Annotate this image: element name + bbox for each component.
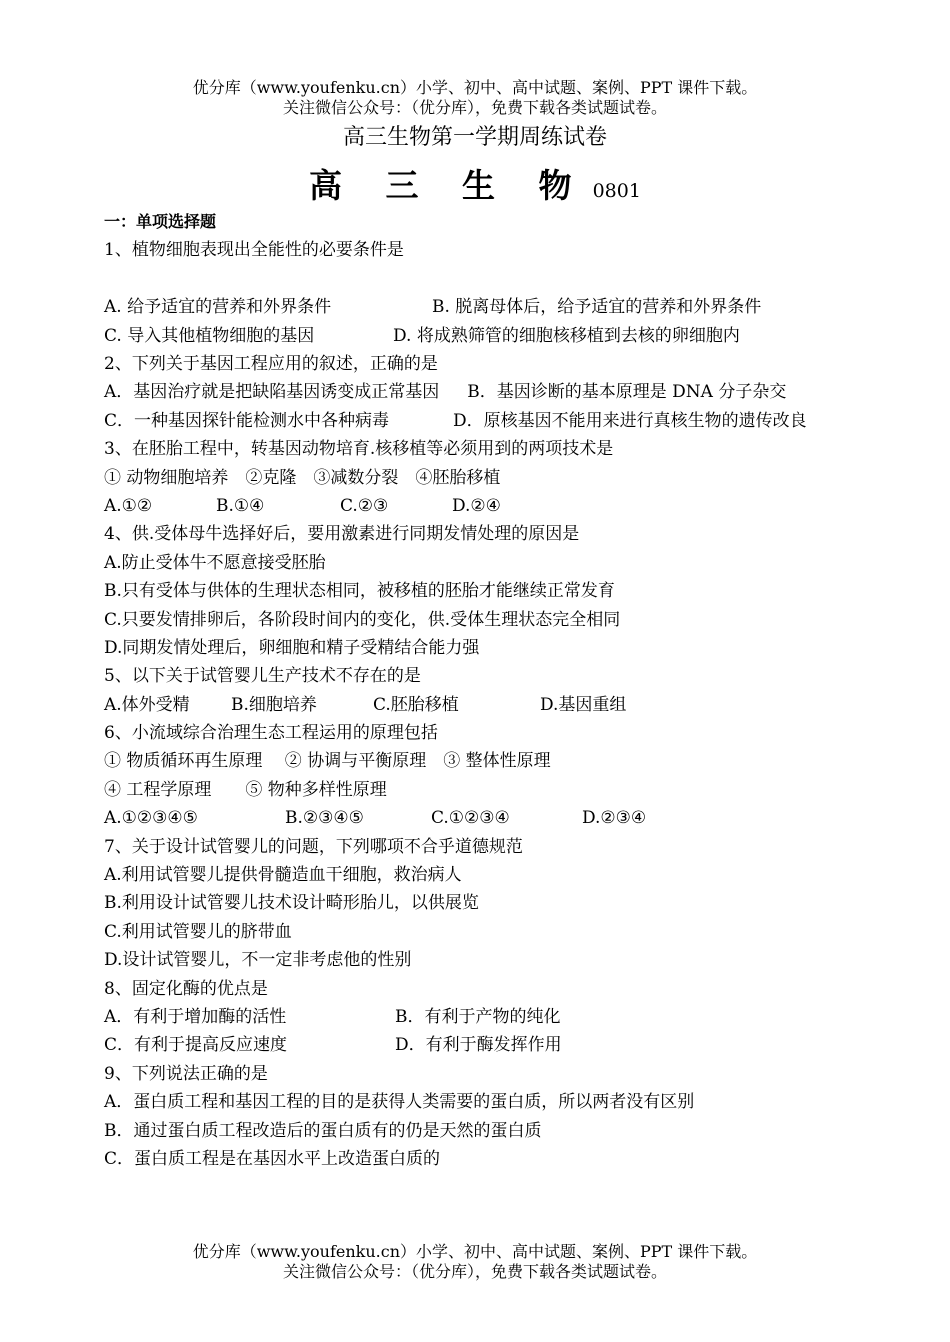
question-2-option-b: B．基因诊断的基本原理是 DNA 分子杂交 bbox=[467, 382, 787, 403]
question-2-stem: 2、下列关于基因工程应用的叙述，正确的是 bbox=[104, 353, 438, 374]
title-code: 0801 bbox=[592, 180, 641, 202]
question-2-options-row-1 bbox=[104, 378, 854, 406]
question-3-stem: 3、在胚胎工程中，转基因动物培育.核移植等必须用到的两项技术是 bbox=[104, 439, 614, 460]
question-3-items: ① 动物细胞培养 ②克隆 ③减数分裂 ④胚胎移植 bbox=[104, 467, 501, 488]
blank-line bbox=[104, 265, 854, 293]
question-1-option-c: C. 导入其他植物细胞的基因 bbox=[104, 325, 315, 346]
question-1-stem: 1、植物细胞表现出全能性的必要条件是 bbox=[104, 240, 404, 261]
question-1-option-a: A. 给予适宜的营养和外界条件 bbox=[104, 297, 332, 318]
question-9-option-b: B．通过蛋白质工程改造后的蛋白质有的仍是天然的蛋白质 bbox=[104, 1120, 542, 1141]
question-5-option-b: B.细胞培养 bbox=[231, 694, 317, 715]
question-8-option-d: D．有利于酶发挥作用 bbox=[395, 1035, 562, 1056]
question-6-stem: 6、小流域综合治理生态工程运用的原理包括 bbox=[104, 723, 438, 744]
question-5-options bbox=[104, 691, 854, 719]
question-4-stem: 4、供.受体母牛选择好后，要用激素进行同期发情处理的原因是 bbox=[104, 524, 580, 545]
question-3-option-d: D.②④ bbox=[452, 495, 501, 516]
header-line-1: 优分库（www.youfenku.cn）小学、初中、高中试题、案例、PPT 课件下载。 bbox=[192, 78, 758, 97]
footer-line-2: 关注微信公众号：（优分库），免费下载各类试题试卷。 bbox=[282, 1262, 667, 1281]
question-7-option-c: C.利用试管婴儿的脐带血 bbox=[104, 921, 292, 942]
question-8-options-row-2 bbox=[104, 1031, 854, 1059]
question-8-option-b: B．有利于产物的纯化 bbox=[395, 1006, 561, 1027]
question-6-option-a: A.①②③④⑤ bbox=[104, 808, 198, 829]
question-4-option-d: D.同期发情处理后，卵细胞和精子受精结合能力强 bbox=[104, 637, 480, 658]
footer-line-1: 优分库（www.youfenku.cn）小学、初中、高中试题、案例、PPT 课件下载。 bbox=[192, 1242, 758, 1261]
question-3-options bbox=[104, 492, 854, 520]
title-text: 高 三 生 物 bbox=[309, 166, 588, 205]
question-6-items-1: ① 物质循环再生原理 ② 协调与平衡原理 ③ 整体性原理 bbox=[104, 751, 551, 772]
question-8-option-a: A．有利于增加酶的活性 bbox=[104, 1006, 287, 1027]
question-2-option-c: C．一种基因探针能检测水中各种病毒 bbox=[104, 410, 390, 431]
document-subtitle: 高三生物第一学期周练试卷 bbox=[342, 125, 607, 150]
question-4-option-b: B.只有受体与供体的生理状态相同，被移植的胚胎才能继续正常发育 bbox=[104, 581, 615, 602]
question-5-option-a: A.体外受精 bbox=[104, 694, 190, 715]
question-8-stem: 8、固定化酶的优点是 bbox=[104, 978, 268, 999]
question-1-options-row-2 bbox=[104, 322, 854, 350]
question-4-option-c: C.只要发情排卵后，各阶段时间内的变化，供.受体生理状态完全相同 bbox=[104, 609, 621, 630]
question-1-options-row-1 bbox=[104, 293, 854, 321]
question-list bbox=[104, 208, 854, 1173]
question-3-option-a: A.①② bbox=[104, 495, 153, 516]
question-6-option-c: C.①②③④ bbox=[431, 808, 510, 829]
question-8-option-c: C．有利于提高反应速度 bbox=[104, 1035, 288, 1056]
question-2-option-d: D．原核基因不能用来进行真核生物的遗传改良 bbox=[453, 410, 807, 431]
question-6-option-d: D.②③④ bbox=[582, 808, 647, 829]
question-3-option-c: C.②③ bbox=[340, 495, 389, 516]
question-9-stem: 9、下列说法正确的是 bbox=[104, 1063, 268, 1084]
question-7-stem: 7、关于设计试管婴儿的问题，下列哪项不合乎道德规范 bbox=[104, 836, 523, 857]
header-line-2: 关注微信公众号：（优分库），免费下载各类试题试卷。 bbox=[282, 98, 667, 117]
question-2-option-a: A．基因治疗就是把缺陷基因诱变成正常基因 bbox=[104, 382, 440, 403]
question-7-option-b: B.利用设计试管婴儿技术设计畸形胎儿，以供展览 bbox=[104, 893, 479, 914]
question-5-option-d: D.基因重组 bbox=[540, 694, 627, 715]
question-6-items-2: ④ 工程学原理 ⑤ 物种多样性原理 bbox=[104, 779, 387, 800]
question-2-options-row-2 bbox=[104, 407, 854, 435]
question-4-option-a: A.防止受体牛不愿意接受胚胎 bbox=[104, 552, 326, 573]
question-5-stem: 5、以下关于试管婴儿生产技术不存在的是 bbox=[104, 666, 421, 687]
question-8-options-row-1 bbox=[104, 1003, 854, 1031]
question-1-option-b: B. 脱离母体后，给予适宜的营养和外界条件 bbox=[432, 297, 762, 318]
question-9-option-a: A．蛋白质工程和基因工程的目的是获得人类需要的蛋白质，所以两者没有区别 bbox=[104, 1092, 695, 1113]
document-title bbox=[0, 160, 950, 207]
question-1-option-d: D. 将成熟筛管的细胞核移植到去核的卵细胞内 bbox=[393, 325, 740, 346]
section-heading: 一：单项选择题 bbox=[104, 212, 217, 231]
question-3-option-b: B.①④ bbox=[216, 495, 265, 516]
question-6-option-b: B.②③④⑤ bbox=[285, 808, 364, 829]
question-7-option-a: A.利用试管婴儿提供骨髓造血干细胞，救治病人 bbox=[104, 865, 462, 886]
question-7-option-d: D.设计试管婴儿，不一定非考虑他的性别 bbox=[104, 950, 412, 971]
question-5-option-c: C.胚胎移植 bbox=[373, 694, 459, 715]
question-9-option-c: C．蛋白质工程是在基因水平上改造蛋白质的 bbox=[104, 1148, 441, 1169]
question-6-options bbox=[104, 804, 854, 832]
